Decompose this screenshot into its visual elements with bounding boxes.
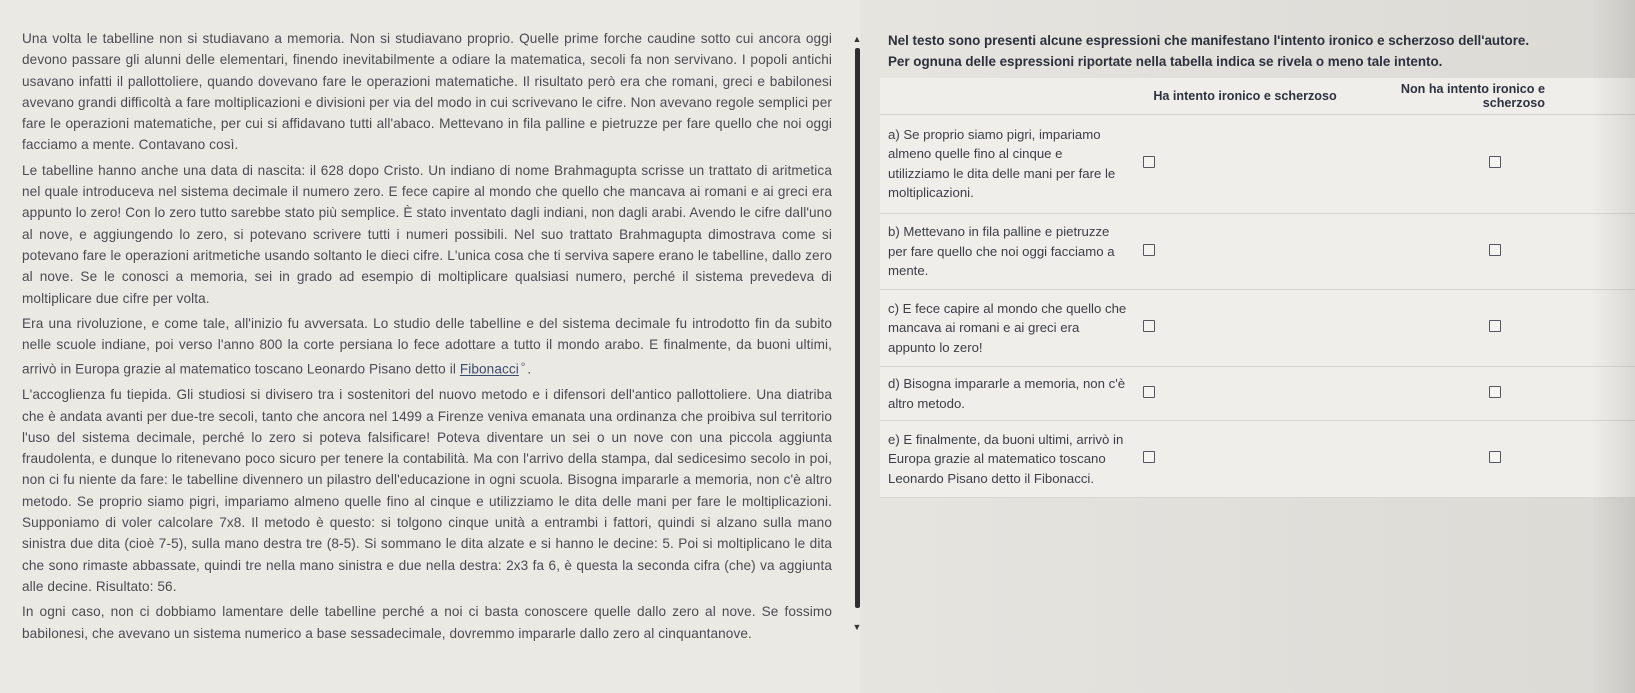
checkbox-c-not-ironic[interactable]	[1489, 320, 1501, 332]
paragraph-2: Le tabelline hanno anche una data di nascita: il 628 dopo Cristo. Un indiano di nome Brahmagupta scrisse un trattato di aritmetica nel quale introduceva nel sistema decimale il numero zero. E fece capire al mondo che quello che mancava ai romani e ai greci era appunto lo zero! Con lo zero tutto sarebbe stato più semplice. È stato inventato dagli indiani, non dagli arabi. Avendo le cifre dall'uno al nove, e aggiungendo lo zero, si potevano scrivere tutti i numeri possibili. Nel suo trattato Brahmagupta dimostrava come si potevano fare le operazioni aritmetiche usando soltanto le dieci cifre. L'unica cosa che ti serviva sapere erano le tabelline, dallo zero al nove. Se le conosci a memoria, sei in grado ad esempio di moltiplicare qualsiasi numero, perché il sistema prevedeva di moltiplicare due cifre per volta.	[22, 162, 832, 306]
row-label-e: e) E finalmente, da buoni ultimi, arrivò in Europa grazie al matematico toscano Leonardo Pisano detto il Fibonacci.	[880, 421, 1135, 498]
checkbox-a-not-ironic[interactable]	[1489, 156, 1501, 168]
exercise-pane	[868, 0, 1635, 693]
table-row	[880, 366, 1635, 420]
paragraph-3-text: Era una rivoluzione, e come tale, all'inizio fu avversata. Lo studio delle tabelline e del sistema decimale fu introdotto fin da subito nelle scuole indiane, poi verso l'anno 800 la corte persiana lo fece adottare a tutto il mondo arabo. E finalmente, da buoni ultimi, arrivò in Europa grazie al matematico toscano Leonardo Pisano detto il	[22, 315, 832, 377]
table-row	[880, 115, 1635, 214]
checkbox-e-ironic[interactable]	[1143, 451, 1155, 463]
paragraph-5: In ogni caso, non ci dobbiamo lamentare delle tabelline perché a noi ci basta conoscere quelle dallo zero al nove. Se fossimo babilonesi, che avevano un sistema numerico a base sessadecimale, dovremmo impararle dallo zero al cinquantanove.	[22, 604, 832, 641]
table-row	[880, 421, 1635, 498]
header-not-ironic: Non ha intento ironico e scherzoso	[1355, 78, 1635, 115]
checkbox-d-not-ironic[interactable]	[1489, 386, 1501, 398]
paragraph-4: L'accoglienza fu tiepida. Gli studiosi si divisero tra i sostenitori del nuovo metodo e i difensori dell'antico pallottoliere. Una diatriba che è andata avanti per due-tre secoli, tanto che ancora nel 1499 a Firenze veniva emanata una ordinanza che proibiva sul territorio l'uso del sistema decimale, perché lo zero si poteva falsificare! Poteva diventare un sei o un nove con una piccola aggiunta fraudolenta, e dunque lo ritenevano poco sicuro per tenere la contabilità. Ma con l'arrivo della stampa, dal sedicesimo secolo in poi, non ci fu niente da fare: le tabelline divennero un pilastro dell'educazione in ogni scuola. Bisogna impararle a memoria, non c'è altro metodo. Se proprio siamo pigri, impariamo almeno quelle fino al cinque e utilizziamo le dita delle mani per fare le moltiplicazioni. Supponiamo di voler calcolare 7x8. Il metodo è questo: si tolgono cinque unità a entrambi i fattori, quindi si alzano sulla mano sinistra due dita (cioè 7-5), sulla mano destra tre (8-5). Si sommano le dita alzate e si hanno le decine: 5. Poi si moltiplicano le dita che sono rimaste abbassate, quindi tre nella mano sinistra e due nella destra: 2x3 fa 6, è questa la seconda cifra (che) va aggiunta alle decine. Risultato: 56.	[22, 387, 832, 594]
row-label-b: b) Mettevano in fila palline e pietruzze per fare quello che noi oggi facciamo a mente.	[880, 213, 1135, 290]
reading-text	[22, 28, 832, 648]
scroll-down-icon[interactable]: ▼	[852, 622, 862, 632]
checkbox-b-ironic[interactable]	[1143, 244, 1155, 256]
exercise-instructions-line-1: Nel testo sono presenti alcune espressioni che manifestano l'intento ironico e scherzoso dell'autore.	[888, 33, 1530, 48]
paragraph-3	[22, 313, 832, 380]
checkbox-d-ironic[interactable]	[1143, 386, 1155, 398]
checkbox-b-not-ironic[interactable]	[1489, 244, 1501, 256]
scrollbar-thumb[interactable]	[855, 48, 860, 608]
reading-scrollbar[interactable]	[852, 34, 862, 634]
checkbox-a-ironic[interactable]	[1143, 156, 1155, 168]
row-label-a: a) Se proprio siamo pigri, impariamo almeno quelle fino al cinque e utilizziamo le dita delle mani per fare le moltiplicazioni.	[880, 115, 1135, 214]
table-row	[880, 290, 1635, 367]
header-expression	[880, 78, 1135, 115]
fibonacci-note-icon[interactable]: ⚬	[518, 360, 528, 372]
exercise-instructions-line-2: Per ognuna delle espressioni riportate nella tabella indica se rivela o meno tale intento.	[888, 54, 1443, 69]
checkbox-c-ironic[interactable]	[1143, 320, 1155, 332]
row-label-d: d) Bisogna impararle a memoria, non c'è altro metodo.	[880, 366, 1135, 420]
scroll-up-icon[interactable]: ▲	[852, 34, 862, 44]
header-ironic: Ha intento ironico e scherzoso	[1135, 78, 1355, 115]
paragraph-3-tail: .	[527, 361, 532, 377]
row-label-c: c) E fece capire al mondo che quello che mancava ai romani e ai greci era appunto lo zero!	[880, 290, 1135, 367]
exercise-instructions	[888, 30, 1628, 72]
checkbox-e-not-ironic[interactable]	[1489, 451, 1501, 463]
table-row	[880, 213, 1635, 290]
paragraph-1: Una volta le tabelline non si studiavano a memoria. Non si studiavano proprio. Quelle prime forche caudine sotto cui ancora oggi devono passare gli alunni delle elementari, finendo inevitabilmente a odiare la matematica, secoli fa non servivano. I popoli antichi usavano infatti il pallottoliere, quando dovevano fare le operazioni matematiche. Il risultato però era che romani, greci e babilonesi avevano grandi difficoltà a fare moltiplicazioni e divisioni per via del modo in cui scrivevano le cifre. Non avevano regole semplici per fare le operazioni matematiche, per cui si affidavano tutti all'abaco. Mettevano in fila palline e pietruzze per fare quello che noi oggi facciamo a mente. Contavano così.	[22, 31, 832, 153]
fibonacci-link[interactable]: Fibonacci	[459, 361, 519, 377]
exercise-table	[880, 78, 1635, 498]
table-header-row	[880, 78, 1635, 115]
